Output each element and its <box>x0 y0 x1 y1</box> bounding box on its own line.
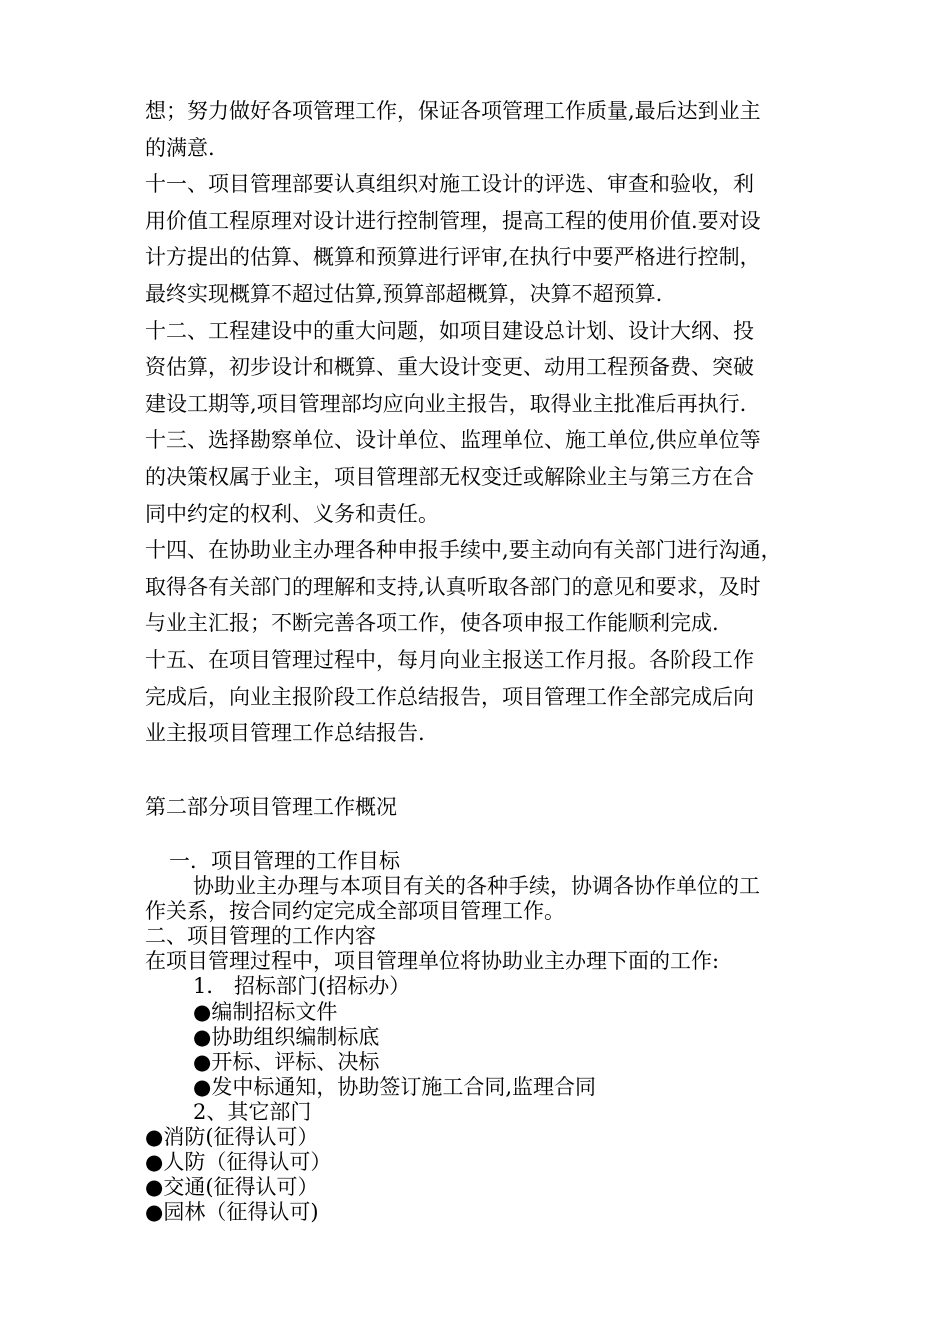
paragraph-line: 计方提出的估算、概算和预算进行评审,在执行中要严格进行控制， <box>145 245 761 270</box>
paragraph-line: 十四、在协助业主办理各种申报手续中,要主动向有关部门进行沟通， <box>145 538 782 563</box>
bullet-item: ●园林（征得认可) <box>145 1200 319 1225</box>
paragraph-line: 用价值工程原理对设计进行控制管理，提高工程的使用价值.要对设 <box>145 208 761 233</box>
paragraph-line: 同中约定的权利、义务和责任。 <box>145 501 439 526</box>
bullet-item: ●开标、评标、决标 <box>193 1049 380 1074</box>
bullet-item: ●人防（征得认可） <box>145 1150 332 1175</box>
bullet-item: ●发中标通知，协助签订施工合同,监理合同 <box>193 1074 596 1099</box>
paragraph-line: 十二、工程建设中的重大问题，如项目建设总计划、设计大纲、投 <box>145 318 754 343</box>
paragraph-line: 取得各有关部门的理解和支持,认真听取各部门的意见和要求，及时 <box>145 574 761 599</box>
paragraph-line: 与业主汇报；不断完善各项工作，使各项申报工作能顺利完成. <box>145 611 719 636</box>
paragraph-line: 想；努力做好各项管理工作，保证各项管理工作质量,最后达到业主 <box>145 99 761 123</box>
paragraph-line: 在项目管理过程中，项目管理单位将协助业主办理下面的工作: <box>145 949 720 974</box>
paragraph-line: 十五、在项目管理过程中，每月向业主报送工作月报。各阶段工作 <box>145 647 754 672</box>
paragraph-line: 业主报项目管理工作总结报告. <box>145 721 425 746</box>
paragraph-line: 的满意. <box>145 135 215 160</box>
bullet-item: ●消防(征得认可） <box>145 1125 319 1150</box>
paragraph-line: 完成后，向业主报阶段工作总结报告，项目管理工作全部完成后向 <box>145 684 754 709</box>
paragraph-line: 资估算，初步设计和概算、重大设计变更、动用工程预备费、突破 <box>145 355 754 380</box>
section-heading: 第二部分项目管理工作概况 <box>145 795 397 819</box>
list-heading: 2、其它部门 <box>193 1099 312 1124</box>
paragraph-line: 建设工期等,项目管理部均应向业主报告，取得业主批准后再执行. <box>145 391 747 416</box>
bullet-item: ●编制招标文件 <box>193 999 338 1024</box>
subsection-heading: 二、项目管理的工作内容 <box>145 924 376 949</box>
bullet-item: ●协助组织编制标底 <box>193 1024 380 1049</box>
work-overview-list <box>145 849 857 1225</box>
paragraph-line: 作关系，按合同约定完成全部项目管理工作。 <box>145 899 565 924</box>
paragraph-line: 十一、项目管理部要认真组织对施工设计的评选、审查和验收，利 <box>145 172 754 197</box>
paragraph-line: 的决策权属于业主，项目管理部无权变迁或解除业主与第三方在合 <box>145 464 754 489</box>
paragraph-line: 协助业主办理与本项目有关的各种手续，协调各协作单位的工 <box>193 874 760 899</box>
subsection-heading: 一．项目管理的工作目标 <box>169 849 400 873</box>
paragraph-line: 十三、选择勘察单位、设计单位、监理单位、施工单位,供应单位等 <box>145 428 761 453</box>
list-heading: 1． 招标部门(招标办） <box>193 974 411 999</box>
paragraph-line: 最终实现概算不超过估算,预算部超概算，决算不超预算. <box>145 281 663 306</box>
bullet-item: ●交通(征得认可） <box>145 1175 319 1200</box>
document-body-text <box>145 93 857 752</box>
